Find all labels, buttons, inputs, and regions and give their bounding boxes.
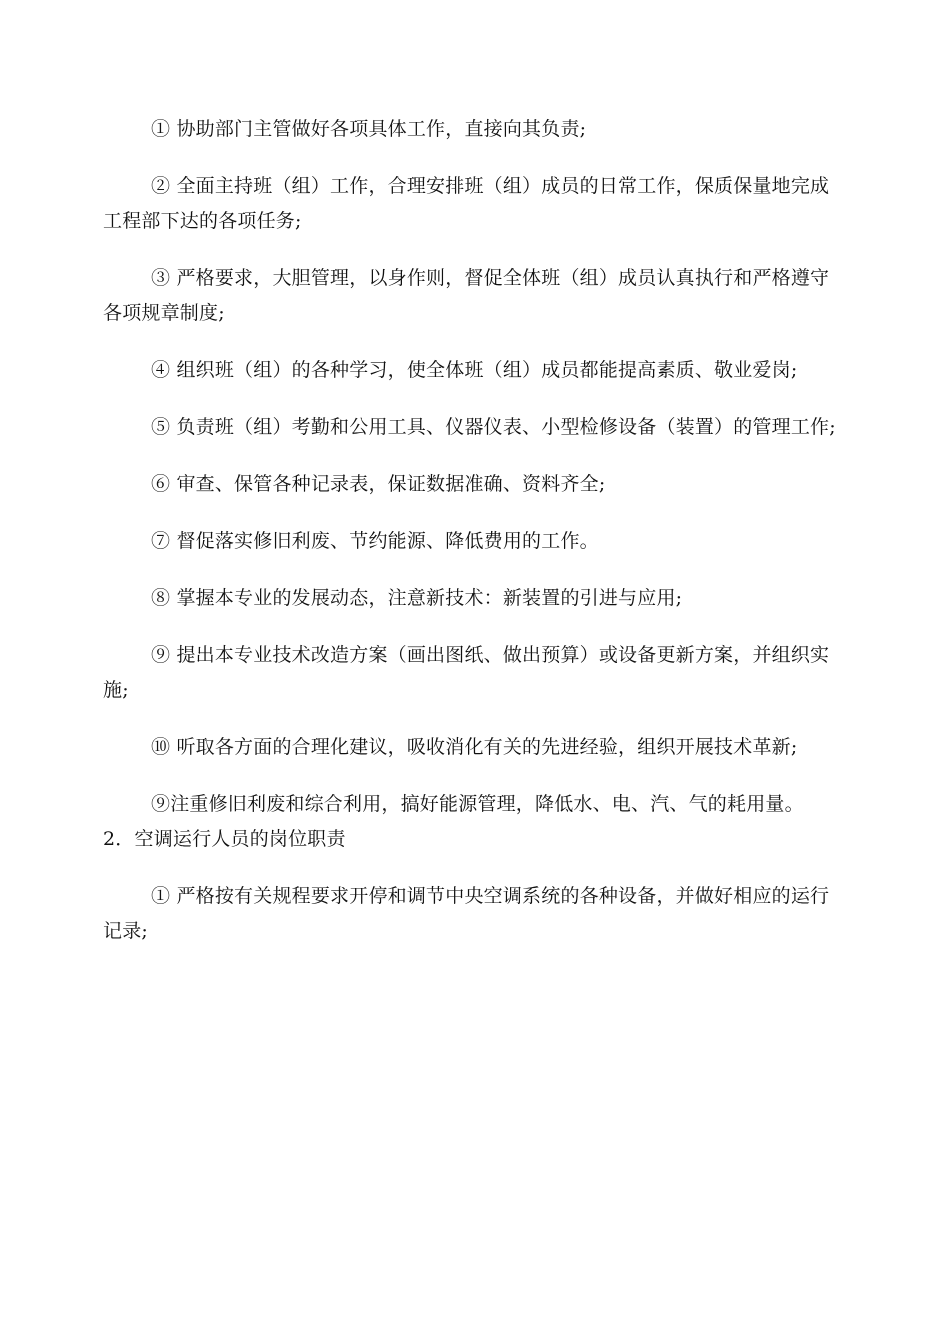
duty-item-1: ① 协助部门主管做好各项具体工作，直接向其负责; — [151, 118, 587, 140]
duty-item-10: ⑩ 听取各方面的合理化建议，吸收消化有关的先进经验，组织开展技术革新; — [151, 736, 798, 758]
duty-item-9: ⑨ 提出本专业技术改造方案（画出图纸、做出预算）或设备更新方案，并组织实施; — [103, 644, 830, 701]
section-heading: 2．空调运行人员的岗位职责 — [103, 828, 346, 850]
duty-item-7: ⑦ 督促落实修旧利废、节约能源、降低费用的工作。 — [151, 530, 599, 552]
duty-item-4: ④ 组织班（组）的各种学习，使全体班（组）成员都能提高素质、敬业爱岗; — [151, 359, 798, 381]
duty-item-11: ⑨注重修旧利废和综合利用，搞好能源管理，降低水、电、汽、气的耗用量。 — [151, 793, 804, 815]
duty-item-5: ⑤ 负责班（组）考勤和公用工具、仪器仪表、小型检修设备（装置）的管理工作; — [151, 416, 836, 438]
duty-item-8: ⑧ 掌握本专业的发展动态，注意新技术：新装置的引进与应用; — [151, 587, 683, 609]
duty-item-3: ③ 严格要求，大胆管理，以身作则，督促全体班（组）成员认真执行和严格遵守各项规章制度; — [103, 267, 830, 324]
section-item-1: ① 严格按有关规程要求开停和调节中央空调系统的各种设备，并做好相应的运行记录; — [103, 885, 830, 942]
duty-item-6: ⑥ 审查、保管各种记录表，保证数据准确、资料齐全; — [151, 473, 606, 495]
document-body — [103, 112, 843, 971]
duty-item-2: ② 全面主持班（组）工作，合理安排班（组）成员的日常工作，保质保量地完成工程部下达的各项任务; — [103, 175, 830, 232]
